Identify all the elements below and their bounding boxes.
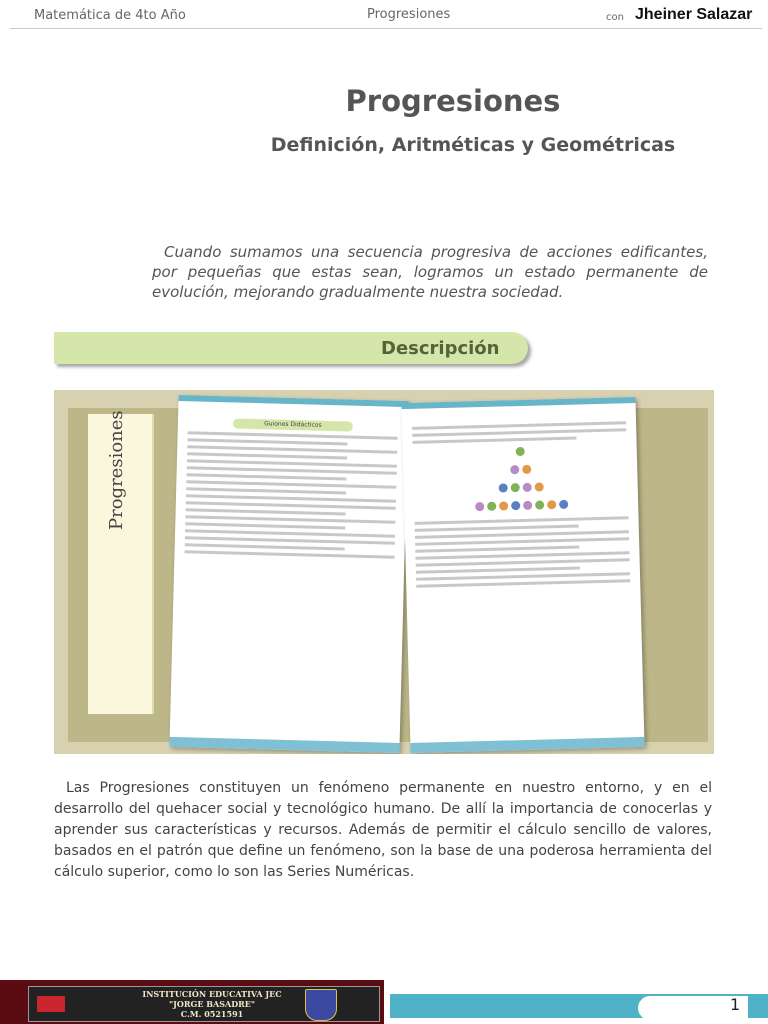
section-label: Descripción xyxy=(381,338,500,359)
dot-pyramid-row xyxy=(413,462,627,480)
header-subject: Matemática de 4to Año xyxy=(34,8,186,23)
text-line xyxy=(415,525,579,532)
intro-quote: Cuando sumamos una secuencia progresiva de acciones edificantes, por pequeñas que estas sean, logramos un estado permanente de evolución, mejorando gradualmente nuestra sociedad. xyxy=(152,243,708,301)
body-paragraph: Las Progresiones constituyen un fenómeno permanente en nuestro entorno, y en el desarrollo del quehacer social y tecnológico humano. De allí la importancia de conocerlas y aprender sus características y recursos. Además de permitir el cálculo sencillo de valores, basados en el patrón que define un fenómeno, son la base de una poderosa herramienta del cálculo superior, como lo son las Series Numéricas. xyxy=(54,780,712,880)
header-con: con xyxy=(606,12,624,23)
text-line xyxy=(187,438,347,445)
page-subtitle: Definición, Aritméticas y Geométricas xyxy=(270,134,676,156)
text-line xyxy=(187,473,347,480)
image-left-page xyxy=(169,395,408,753)
image-right-page xyxy=(401,397,644,753)
institution-name xyxy=(127,989,297,1019)
text-line xyxy=(415,516,629,525)
text-line xyxy=(412,437,576,444)
header-author: Jheiner Salazar xyxy=(635,6,753,23)
institution-line3: C.M. 0521591 xyxy=(180,1009,244,1019)
right-page-header xyxy=(402,403,636,423)
text-line xyxy=(187,452,347,459)
text-line xyxy=(412,428,626,437)
preview-image xyxy=(54,390,714,754)
institution-line1: INSTITUCIÓN EDUCATIVA JEC xyxy=(142,989,282,999)
dot-pyramid-row xyxy=(413,444,627,462)
text-line xyxy=(186,487,346,494)
text-line xyxy=(185,550,395,558)
school-shield-icon xyxy=(305,989,337,1021)
text-line xyxy=(416,567,580,574)
ministry-logo-icon xyxy=(37,996,65,1012)
text-line xyxy=(415,546,579,553)
page-number: 1 xyxy=(730,995,741,1014)
dot-pyramid-row xyxy=(414,480,628,498)
footer-institution-banner xyxy=(0,980,384,1024)
page-header xyxy=(10,0,762,29)
text-line xyxy=(416,558,630,567)
left-page-banner: Guiones Didácticos xyxy=(233,418,353,431)
text-line xyxy=(185,543,345,550)
left-page-header xyxy=(178,401,408,421)
header-topic: Progresiones xyxy=(367,7,451,22)
text-line xyxy=(415,537,629,546)
page-title: Progresiones xyxy=(345,84,561,118)
dot-pyramid-row xyxy=(414,498,628,516)
image-strip-label: Progresiones xyxy=(106,410,127,530)
institution-line2: "JORGE BASADRE" xyxy=(168,999,256,1009)
text-line xyxy=(186,508,346,515)
text-line xyxy=(416,579,630,588)
text-line xyxy=(185,522,345,529)
footer-inner xyxy=(28,986,380,1022)
